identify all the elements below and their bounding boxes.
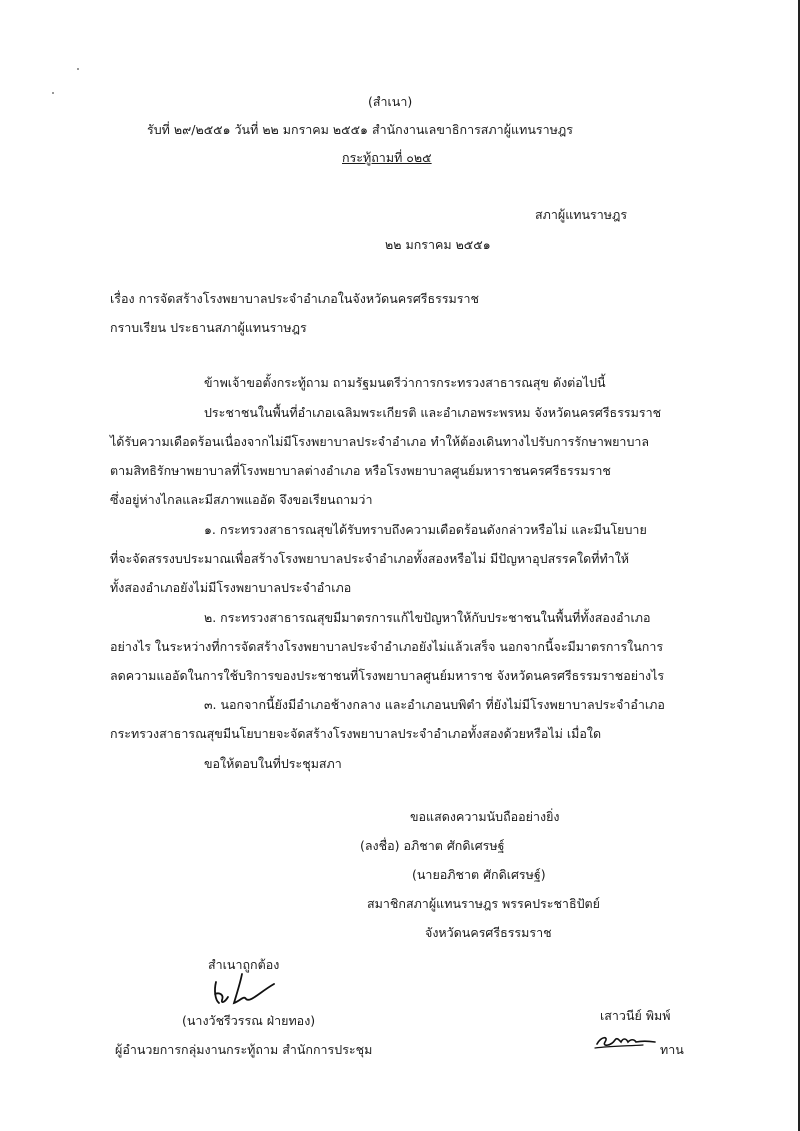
question-2-line: ๒. กระทรวงสาธารณสุขมีมาตรการแก้ไขปัญหาให้กับประชาชนในพื้นที่ทั้งสองอำเภอ bbox=[204, 610, 651, 625]
signed-line: (ลงชื่อ) อภิชาต ศักดิเศรษฐ์ bbox=[360, 838, 505, 853]
question-3-line: กระทรวงสาธารณสุขมีนโยบายจะจัดสร้างโรงพยาบาลประจำอำเภอทั้งสองด้วยหรือไม่ เมื่อใด bbox=[110, 726, 602, 741]
question-2-line: อย่างไร ในระหว่างที่การจัดสร้างโรงพยาบาลประจำอำเภอยังไม่แล้วเสร็จ นอกจากนี้จะมีมาตรการในการ bbox=[110, 639, 664, 654]
question-number: กระทู้ถามที่ ๐๒๕ bbox=[342, 150, 432, 165]
question-1-line: ทั้งสองอำเภอยังไม่มีโรงพยาบาลประจำอำเภอ bbox=[110, 580, 352, 595]
signer-province: จังหวัดนครศรีธรรมราช bbox=[425, 925, 552, 940]
paragraph-1-line: ตามสิทธิรักษาพยาบาลที่โรงพยาบาลต่างอำเภอ หรือโรงพยาบาลศูนย์มหาราชนครศรีธรรมราช bbox=[110, 463, 611, 478]
scan-speck bbox=[77, 68, 79, 70]
scan-speck bbox=[52, 92, 54, 94]
question-2-line: ลดความแออัดในการใช้บริการของประชาชนที่โรงพยาบาลศูนย์มหาราช จังหวัดนครศรีธรรมราชอย่างไร bbox=[110, 668, 665, 683]
certifier-name: (นางวัชรีวรรณ ฝ่ายทอง) bbox=[182, 1013, 316, 1028]
certified-copy-label: สำเนาถูกต้อง bbox=[208, 957, 280, 972]
receipt-stamp-line: รับที่ ๒๙/๒๕๕๑ วันที่ ๒๒ มกราคม ๒๕๕๑ สำนักงานเลขาธิการสภาผู้แทนราษฎร bbox=[147, 122, 573, 137]
checked-label: ทาน bbox=[660, 1042, 684, 1057]
closing-request: ขอให้ตอบในที่ประชุมสภา bbox=[204, 756, 342, 771]
sender-place: สภาผู้แทนราษฎร bbox=[535, 207, 628, 222]
regards-line: ขอแสดงความนับถืออย่างยิ่ง bbox=[410, 809, 560, 824]
body-intro: ข้าพเจ้าขอตั้งกระทู้ถาม ถามรัฐมนตรีว่าการกระทรวงสาธารณสุข ดังต่อไปนี้ bbox=[204, 375, 606, 390]
signer-position: สมาชิกสภาผู้แทนราษฎร พรรคประชาธิปัตย์ bbox=[367, 896, 600, 911]
paragraph-1-line: ได้รับความเดือดร้อนเนื่องจากไม่มีโรงพยาบาลประจำอำเภอ ทำให้ต้องเดินทางไปรับการรักษาพยาบาล bbox=[110, 434, 650, 449]
salutation-line: กราบเรียน ประธานสภาผู้แทนราษฎร bbox=[110, 320, 307, 335]
question-3-line: ๓. นอกจากนี้ยังมีอำเภอช้างกลาง และอำเภอนบพิตำ ที่ยังไม่มีโรงพยาบาลประจำอำเภอ bbox=[204, 697, 665, 712]
subject-line: เรื่อง การจัดสร้างโรงพยาบาลประจำอำเภอในจังหวัดนครศรีธรรมราช bbox=[110, 291, 479, 306]
certifier-position: ผู้อำนวยการกลุ่มงานกระทู้ถาม สำนักการประชุม bbox=[115, 1042, 373, 1057]
typist-label: เสาวนีย์ พิมพ์ bbox=[600, 1008, 671, 1023]
handwritten-signature bbox=[210, 970, 280, 1010]
checker-initials-signature bbox=[593, 1028, 657, 1054]
signer-name: (นายอภิชาต ศักดิเศรษฐ์) bbox=[412, 867, 546, 882]
paragraph-1-line: ซึ่งอยู่ห่างไกลและมีสภาพแออัด จึงขอเรียนถามว่า bbox=[110, 492, 373, 507]
paragraph-1-line: ประชาชนในพื้นที่อำเภอเฉลิมพระเกียรติ และอำเภอพระพรหม จังหวัดนครศรีธรรมราช bbox=[204, 405, 662, 420]
letter-date: ๒๒ มกราคม ๒๕๕๑ bbox=[385, 237, 491, 252]
question-1-line: ๑. กระทรวงสาธารณสุขได้รับทราบถึงความเดือดร้อนดังกล่าวหรือไม่ และมีนโยบาย bbox=[204, 522, 647, 537]
copy-mark: (สำเนา) bbox=[368, 94, 413, 109]
question-1-line: ที่จะจัดสรรงบประมาณเพื่อสร้างโรงพยาบาลประจำอำเภอทั้งสองหรือไม่ มีปัญหาอุปสรรคใดที่ทำให้ bbox=[110, 551, 630, 566]
